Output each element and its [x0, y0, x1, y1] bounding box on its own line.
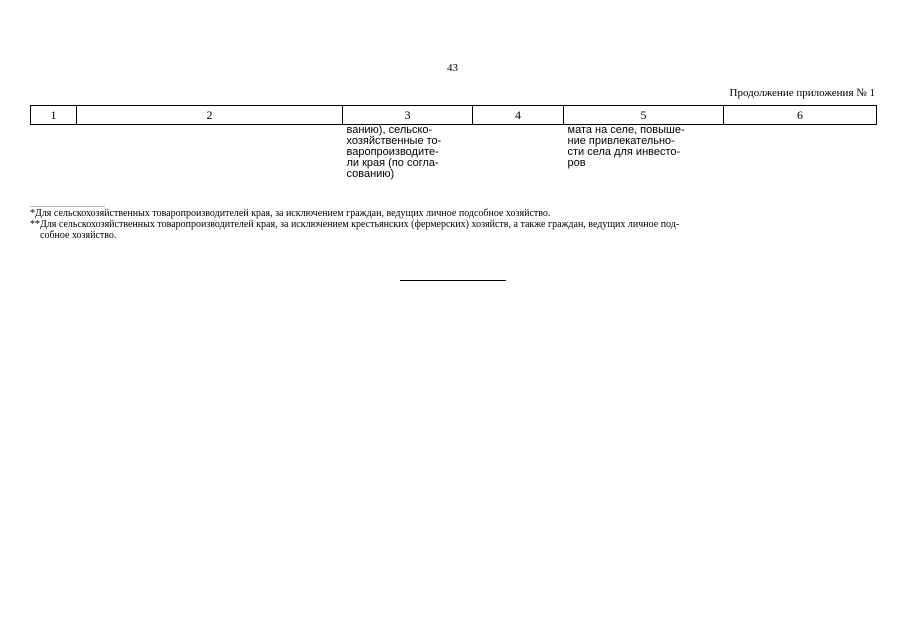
column-header-1: 1 — [31, 106, 77, 125]
appendix-continuation-label: Продолжение приложения № 1 — [729, 87, 875, 99]
table-cell-col3 — [343, 125, 473, 181]
page-number: 43 — [447, 62, 458, 74]
footnote-1: *Для сельскохозяйственных товаропроизводителей края, за исключением граждан, ведущих личное подсобное хозяйство. — [30, 208, 551, 219]
cell-text-line: сованию) — [346, 168, 395, 180]
table-cell-col1 — [31, 125, 77, 181]
footnote-divider — [30, 206, 105, 207]
column-header-2: 2 — [77, 106, 343, 125]
table-cell-col4 — [473, 125, 564, 181]
footnote-2-continuation: собное хозяйство. — [40, 230, 117, 241]
table-cell-col2 — [77, 125, 343, 181]
footnote-2: **Для сельскохозяйственных товаропроизводителей края, за исключением крестьянских (фермерских) хозяйств, а также граждан, ведущих личное под- — [30, 219, 680, 230]
cell-text-line: варопроизводите- — [346, 146, 439, 158]
cell-text-line: ванию), сельско- — [346, 124, 433, 136]
footnotes — [30, 208, 878, 241]
column-header-4: 4 — [473, 106, 564, 125]
cell-text-line: мата на селе, повыше- — [567, 124, 685, 136]
table-row — [31, 125, 877, 181]
cell-text-line: хозяйственные то- — [346, 135, 442, 147]
column-header-5: 5 — [564, 106, 724, 125]
cell-text-line: ров — [567, 157, 586, 169]
table-cell-col6 — [724, 125, 877, 181]
cell-text-line: ли края (по согла- — [346, 157, 439, 169]
appendix-table — [30, 105, 877, 180]
end-of-page-rule — [400, 280, 506, 281]
column-header-6: 6 — [724, 106, 877, 125]
cell-text-line: сти села для инвесто- — [567, 146, 681, 158]
table-header-row — [31, 106, 877, 125]
column-header-3: 3 — [343, 106, 473, 125]
table-cell-col5 — [564, 125, 724, 181]
cell-text-line: ние привлекательно- — [567, 135, 675, 147]
